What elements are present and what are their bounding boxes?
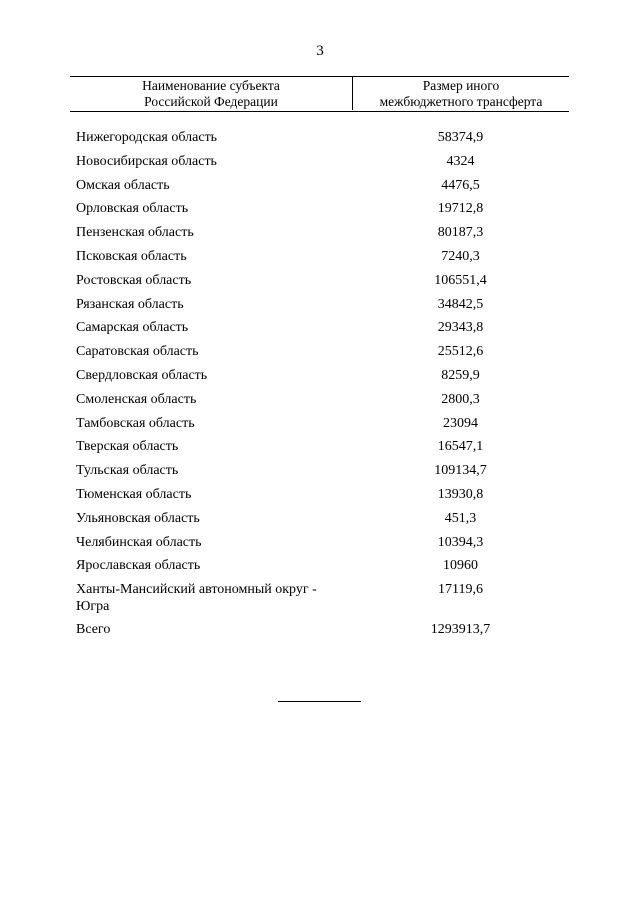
region-name: Тюменская область	[76, 486, 192, 502]
transfer-amount: 23094	[443, 415, 478, 431]
column-header-amount-line: межбюджетного трансферта	[379, 94, 543, 109]
table-row	[76, 129, 569, 153]
table-row	[76, 415, 569, 439]
region-name: Самарская область	[76, 320, 189, 336]
table-row	[76, 438, 569, 462]
transfer-amount: 19712,8	[437, 201, 484, 217]
region-name: Тульская область	[76, 463, 179, 479]
table-row	[76, 177, 569, 201]
column-header-amount-line: Размер иного	[422, 78, 500, 93]
region-name: Челябинская область	[76, 534, 202, 550]
table-row	[76, 296, 569, 320]
region-name: Омская область	[76, 177, 170, 193]
region-name: Новосибирская область	[76, 153, 217, 169]
table-body	[76, 129, 569, 645]
transfer-amount: 16547,1	[437, 439, 484, 455]
table-row	[76, 486, 569, 510]
transfer-amount: 109134,7	[434, 463, 487, 479]
total-amount: 1293913,7	[430, 622, 491, 638]
region-name: Псковская область	[76, 248, 187, 264]
table-row	[76, 510, 569, 534]
transfer-amount: 25512,6	[437, 344, 484, 360]
region-name: Ульяновская область	[76, 510, 200, 526]
total-label: Всего	[76, 622, 111, 638]
transfer-amount: 7240,3	[441, 248, 480, 264]
region-name: Тамбовская область	[76, 415, 195, 431]
table-row	[76, 272, 569, 296]
region-name: Ханты-Мансийский автономный округ - Югра	[76, 582, 317, 615]
column-header-subject-line: Наименование субъекта	[142, 78, 280, 93]
table-row-total	[76, 621, 569, 645]
transfer-amount: 8259,9	[441, 367, 480, 383]
table-row	[76, 581, 569, 621]
table-row	[76, 557, 569, 581]
transfer-amount: 10960	[443, 558, 478, 574]
column-header-amount	[352, 77, 569, 110]
table-row	[76, 391, 569, 415]
table-row	[76, 343, 569, 367]
region-name: Орловская область	[76, 201, 189, 217]
transfer-amount: 17119,6	[438, 582, 483, 598]
transfer-amount: 80187,3	[437, 225, 484, 241]
transfer-amount: 2800,3	[441, 391, 480, 407]
column-header-subject	[70, 78, 352, 110]
region-name: Саратовская область	[76, 344, 199, 360]
table-row	[76, 462, 569, 486]
transfer-amount: 29343,8	[437, 320, 484, 336]
transfer-amount: 451,3	[444, 510, 477, 526]
transfer-amount: 4476,5	[441, 177, 480, 193]
table-row	[76, 534, 569, 558]
transfer-amount: 13930,8	[437, 486, 484, 502]
table-row	[76, 367, 569, 391]
region-name: Рязанская область	[76, 296, 184, 312]
region-name: Пензенская область	[76, 225, 194, 241]
transfer-amount: 10394,3	[437, 534, 484, 550]
table-row	[76, 248, 569, 272]
region-name: Нижегородская область	[76, 130, 218, 145]
region-name: Смоленская область	[76, 391, 197, 407]
table-row	[76, 319, 569, 343]
table-row	[76, 200, 569, 224]
region-name: Ростовская область	[76, 272, 192, 288]
region-name: Ярославская область	[76, 558, 201, 574]
region-name: Тверская область	[76, 439, 179, 455]
table-row	[76, 153, 569, 177]
column-header-subject-line: Российской Федерации	[144, 94, 278, 109]
region-name: Свердловская область	[76, 367, 208, 383]
table-row	[76, 224, 569, 248]
page-number: 3	[316, 43, 324, 59]
transfer-amount: 34842,5	[437, 296, 484, 312]
transfer-amount: 106551,4	[434, 272, 487, 288]
closing-rule	[278, 701, 361, 702]
transfer-amount: 58374,9	[437, 130, 484, 145]
transfer-amount: 4324	[446, 153, 475, 169]
table-header	[70, 76, 569, 112]
